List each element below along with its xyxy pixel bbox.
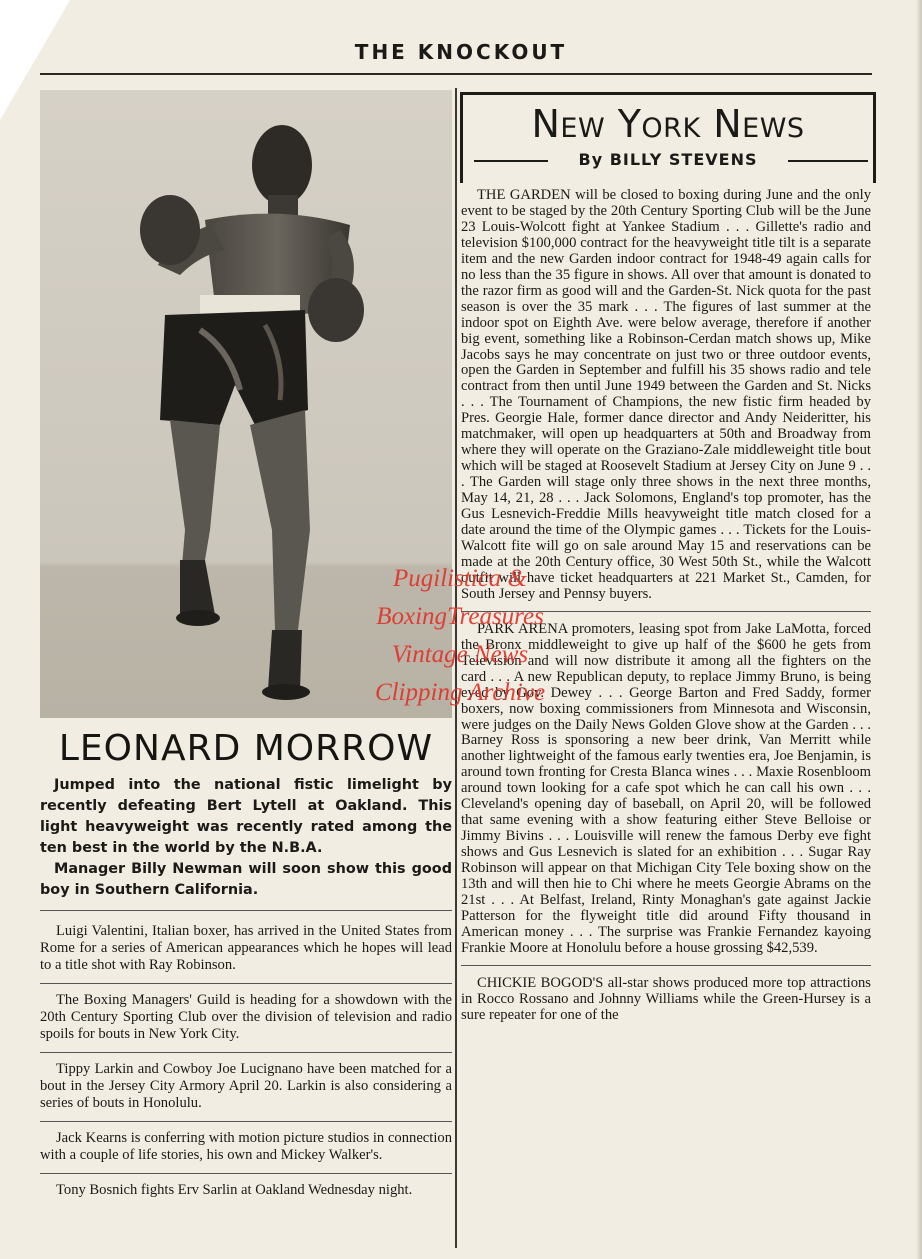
news-brief: Tony Bosnich fights Erv Sarlin at Oakland Wednesday night. bbox=[40, 1173, 452, 1208]
page-edge-shadow bbox=[916, 0, 922, 1259]
article-paragraph: PARK ARENA promoters, leasing spot from Jake LaMotta, forced the Bronx middleweight to give up half of the $600 he gets from Television and will now distribute it among all the fighters on the card . . . A new Republican deputy, to replace Jimmy Bruno, is being eyed by Gov. Dewey . . . George Barton and Fred Saddy, former boxers, now boxing commissioners from Minnesota and Wisconsin, were judges on the Daily News Golden Glove show at the Garden . . . Barney Ross is sponsoring a new beer drink, Van Merritt while another lightweight of the famous early twenties era, Joe Benjamin, is around town fronting for Cresta Blanca wines . . . Maxie Rosenbloom around town looking for a cafe spot which he can call his own . . . Cleveland's opening day of baseball, on April 20, will be followed that same evening with a show featuring either Steve Belloise or Jimmy Bivins . . . Louisville will renew the famous Derby eve fight shows and Gus Lesnevich is slated for an exhibition . . . Sugar Ray Robinson will appear on that Michigan City Tele boxing show on the 13th and will then hie to Chi where he meets Georgie Abrams on the 21st . . . At Belfast, Ireland, Rinty Monaghan's gate against Jackie Patterson for the flyweight title did around Fifty thousand in American money . . . The surprise was Frankie Fernandez kayoing Frankie Moore at Honolulu before a house grossing $42,539. bbox=[461, 611, 871, 957]
byline: By BILLY STEVENS bbox=[578, 150, 758, 169]
watermark-line: Pugilistica & bbox=[392, 565, 528, 592]
watermark-line: BoxingTreasures bbox=[376, 603, 544, 630]
news-brief: Jack Kearns is conferring with motion picture studios in connection with a couple of life stories, his own and Mickey Walker's. bbox=[40, 1121, 452, 1173]
caption-paragraph: Jumped into the national fistic limelight by recently defeating Bert Lytell at Oakland. This light heavyweight was recently rated among the ten best in the world by the N.B.A. bbox=[40, 777, 452, 856]
news-brief: Luigi Valentini, Italian boxer, has arrived in the United States from Rome for a series of American appearances which he hopes will lead to a title shot with Ray Robinson. bbox=[40, 910, 452, 983]
news-brief: Tippy Larkin and Cowboy Joe Lucignano have been matched for a bout in the Jersey City Armory April 20. Larkin is also considering a series of bouts in Honolulu. bbox=[40, 1052, 452, 1121]
article-paragraph: CHICKIE BOGOD'S all-star shows produced more top attractions in Rocco Rossano and Johnny Williams while the Green-Hursey is a sure repeater for one of the bbox=[461, 965, 871, 1024]
headline: LEONARD MORROW bbox=[58, 728, 434, 769]
watermark-line: Clipping Archive bbox=[374, 679, 546, 706]
caption-paragraph: Manager Billy Newman will soon show this good boy in Southern California. bbox=[40, 861, 452, 898]
watermark bbox=[340, 560, 580, 712]
column-title: New York News bbox=[531, 102, 805, 146]
header-rule bbox=[40, 73, 872, 75]
article-paragraph: THE GARDEN will be closed to boxing during June and the only event to be staged by the 20th Century Sporting Club will be the June 23 Louis-Wolcott fight at Yankee Stadium . . . Gillette's radio and television $100,000 contract for the heavyweight title tilt is a separate item and the new Garden indoor contract for 1948-49 again calls for no less than the 35 figure in shows. All over that amount is donated to the razor firm as good will and the Garden-St. Nick quota for the past season is over the 35 mark . . . The figures of last summer at the indoor spot on Eighth Ave. were below average, therefore if another big event, something like a Robinson-Cerdan match shows up, Mike Jacobs says he may concentrate on just two or three outdoor events, open the Garden in September and fulfill his 35 shows radio and tele contract from then until June 1949 between the Garden and St. Nicks . . . The Tournament of Champions, the new fistic firm headed by Pres. Georgie Hale, former dance director and Andy Neideritter, his matchmaker, will open up headquarters at 50th and Broadway from where they will operate on the Graziano-Zale middleweight title bout which will be staged at Roosevelt Stadium at Jersey City on June 9 . . . The Garden will stage only three shows in the next three months, May 14, 21, 28 . . . Jack Solomons, England's top promoter, has the Gus Lesnevich-Freddie Mills heavyweight title match closed for a date around the time of the Olympic games . . . Tickets for the Louis-Walcott fite will go on sale around May 15 and reservations can be made at the 20th Century office, 30 West 50th St., while the Walcott outfit will have ticket headquarters at 221 Market St., Camden, for South Jersey and Pennsy buyers. bbox=[461, 187, 871, 602]
photo-caption bbox=[40, 775, 452, 901]
page-header: THE KNOCKOUT bbox=[354, 40, 568, 64]
news-brief: The Boxing Managers' Guild is heading for a showdown with the 20th Century Sporting Club over the division of television and radio spoils for bouts in New York City. bbox=[40, 983, 452, 1052]
watermark-line: Vintage News bbox=[391, 641, 529, 668]
news-briefs bbox=[40, 910, 452, 1208]
